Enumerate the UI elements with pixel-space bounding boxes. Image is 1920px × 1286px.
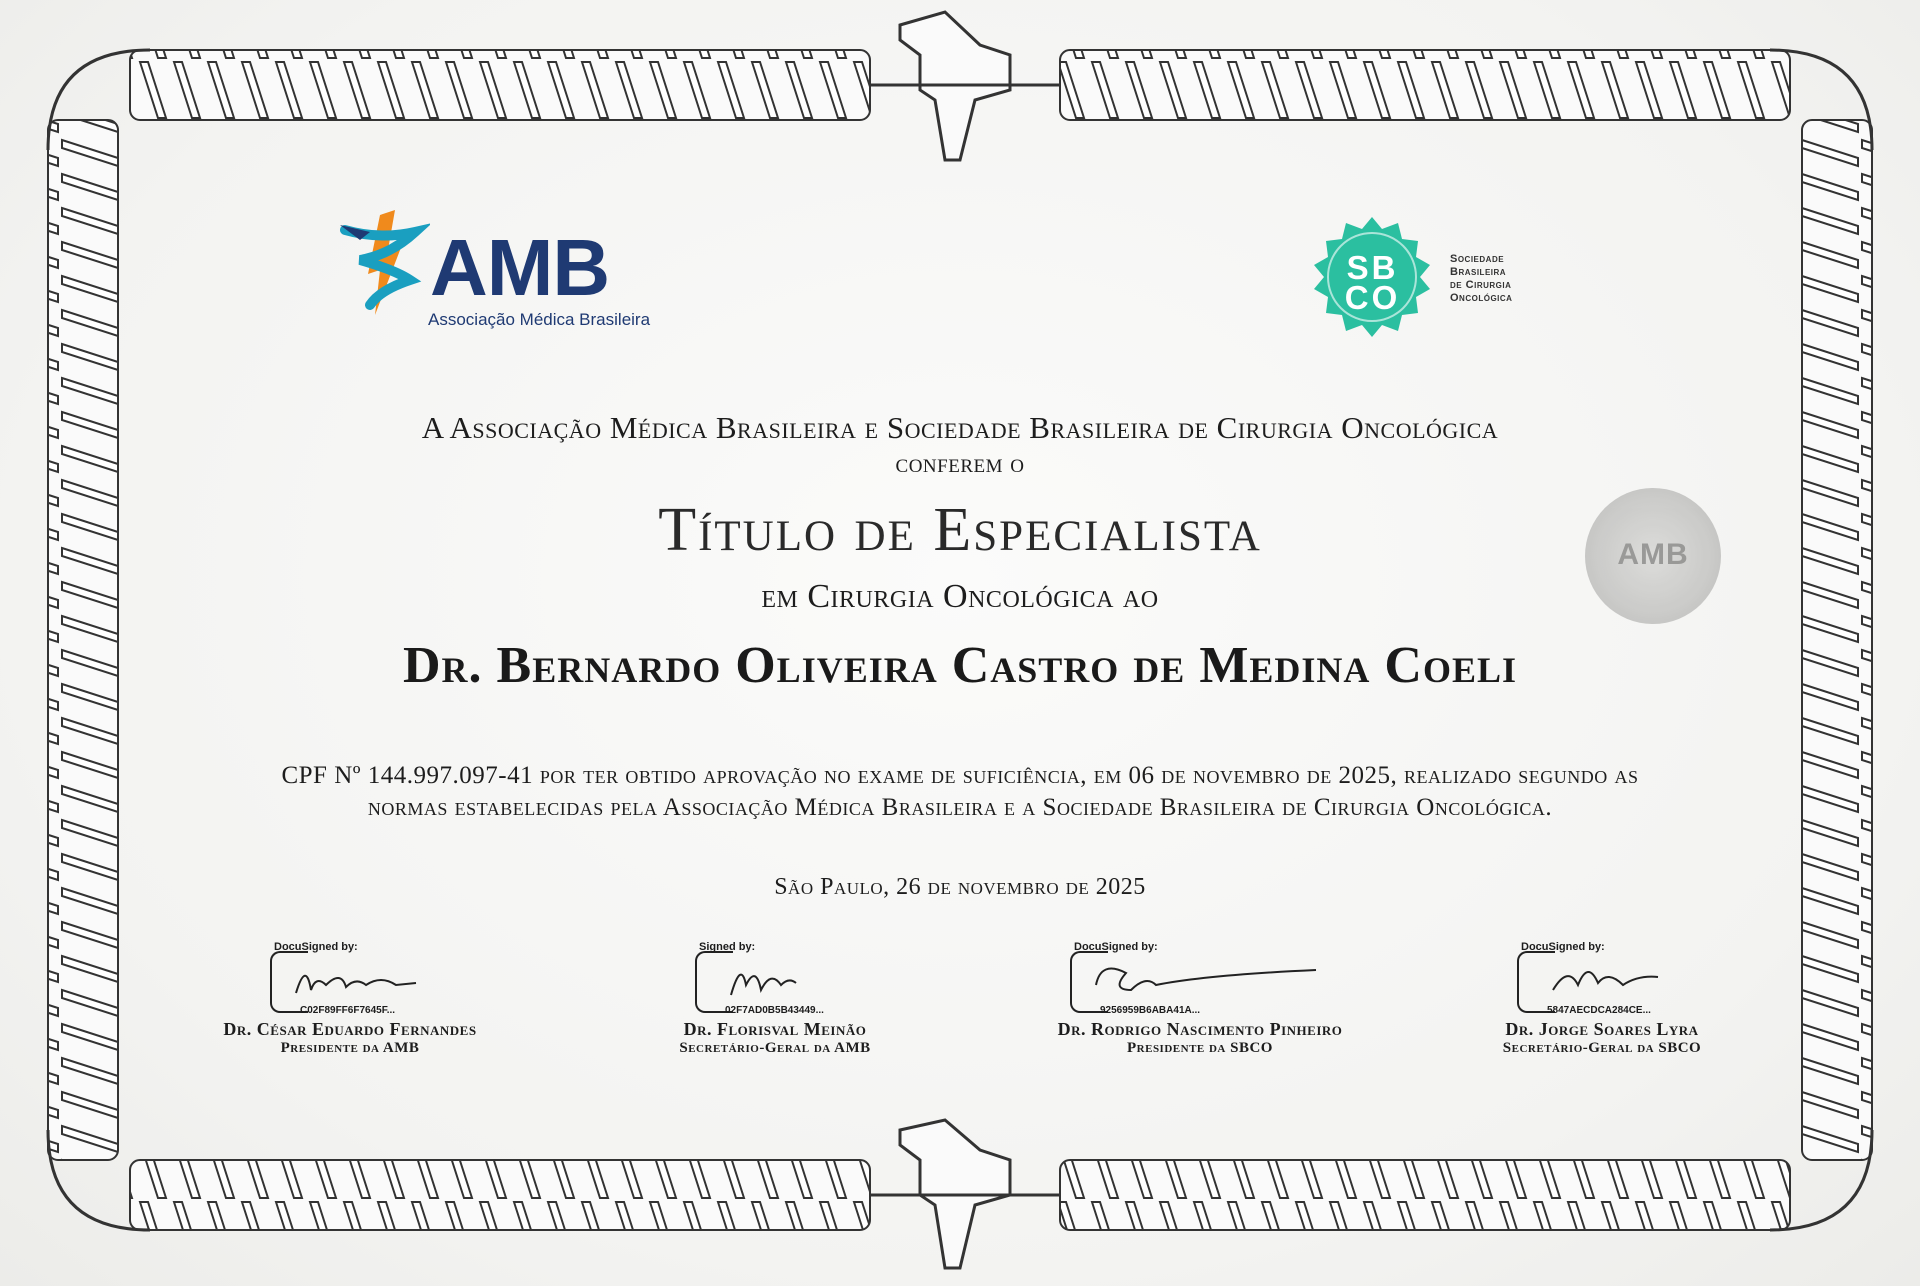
date-place: São Paulo, 26 de novembro de 2025 (774, 874, 1146, 900)
handwritten-signature (1533, 955, 1683, 1005)
amb-wordmark: AMB (430, 223, 610, 312)
sbco-logo (1310, 215, 1570, 340)
signature-block (1030, 941, 1370, 1057)
signature-block (1432, 941, 1772, 1057)
recipient-name: Dr. Bernardo Oliveira Castro de Medina Coeli (403, 637, 1517, 694)
confer-text: conferem o (895, 448, 1025, 478)
handwritten-signature (286, 955, 426, 1005)
amb-logo (340, 210, 660, 330)
signature-label: Signed by: (699, 941, 756, 953)
signatory-role: Presidente da SBCO (1127, 1040, 1273, 1056)
signature-label: DocuSigned by: (274, 941, 358, 953)
certificate-body: CPF Nº 144.997.097-41 por ter obtido aprovação no exame de suficiência, em 06 de novembro de 2025, realizado segundo as normas estabelecidas pela Associação Médica Brasileira e a Sociedade Brasileira de Cirurgia Oncológica. (281, 762, 1639, 821)
signature-code: 5847AECDCA284CE... (1547, 1005, 1651, 1016)
signatory-name: Dr. Rodrigo Nascimento Pinheiro (1057, 1019, 1343, 1039)
sbco-mark (1310, 249, 1435, 316)
sbco-name-line: Sociedade (1450, 253, 1505, 265)
signature-block (605, 941, 945, 1057)
signatory-name: Dr. Jorge Soares Lyra (1505, 1019, 1699, 1039)
signatory-role: Secretário-Geral da AMB (679, 1040, 871, 1056)
intro-text: A Associação Médica Brasileira e Sociedade Brasileira de Cirurgia Oncológica (421, 410, 1499, 445)
signatory-role: Presidente da AMB (280, 1040, 420, 1056)
handwritten-signature (711, 955, 851, 1005)
caduceus-icon (340, 210, 430, 320)
signature-label: DocuSigned by: (1521, 941, 1605, 953)
handwritten-signature (1086, 955, 1326, 1005)
signatory-role: Secretário-Geral da SBCO (1502, 1040, 1702, 1056)
signature-code: C02F89FF6F7645F... (300, 1005, 396, 1016)
certificate-title: Título de Especialista (658, 496, 1262, 564)
sbco-mark-line2: CO (1344, 279, 1401, 316)
sbco-name-line: Brasileira (1450, 266, 1507, 278)
signatory-name: Dr. Florisval Meinão (683, 1019, 867, 1039)
sbco-name-line: Oncológica (1450, 292, 1513, 304)
sbco-name-line: de Cirurgia (1450, 279, 1512, 291)
signature-label: DocuSigned by: (1074, 941, 1158, 953)
signatory-name: Dr. César Eduardo Fernandes (223, 1019, 477, 1039)
amb-subtitle: Associação Médica Brasileira (428, 310, 651, 329)
signature-code: 9256959B6ABA41A... (1100, 1005, 1201, 1016)
specialty-text: em Cirurgia Oncológica ao (761, 578, 1159, 615)
sbco-name (1450, 253, 1512, 305)
signature-code: 02F7AD0B5B43449... (725, 1005, 824, 1016)
signature-block (180, 941, 520, 1057)
sbco-mark-line1: SB (1346, 249, 1399, 286)
seal-text: AMB (1617, 538, 1689, 571)
